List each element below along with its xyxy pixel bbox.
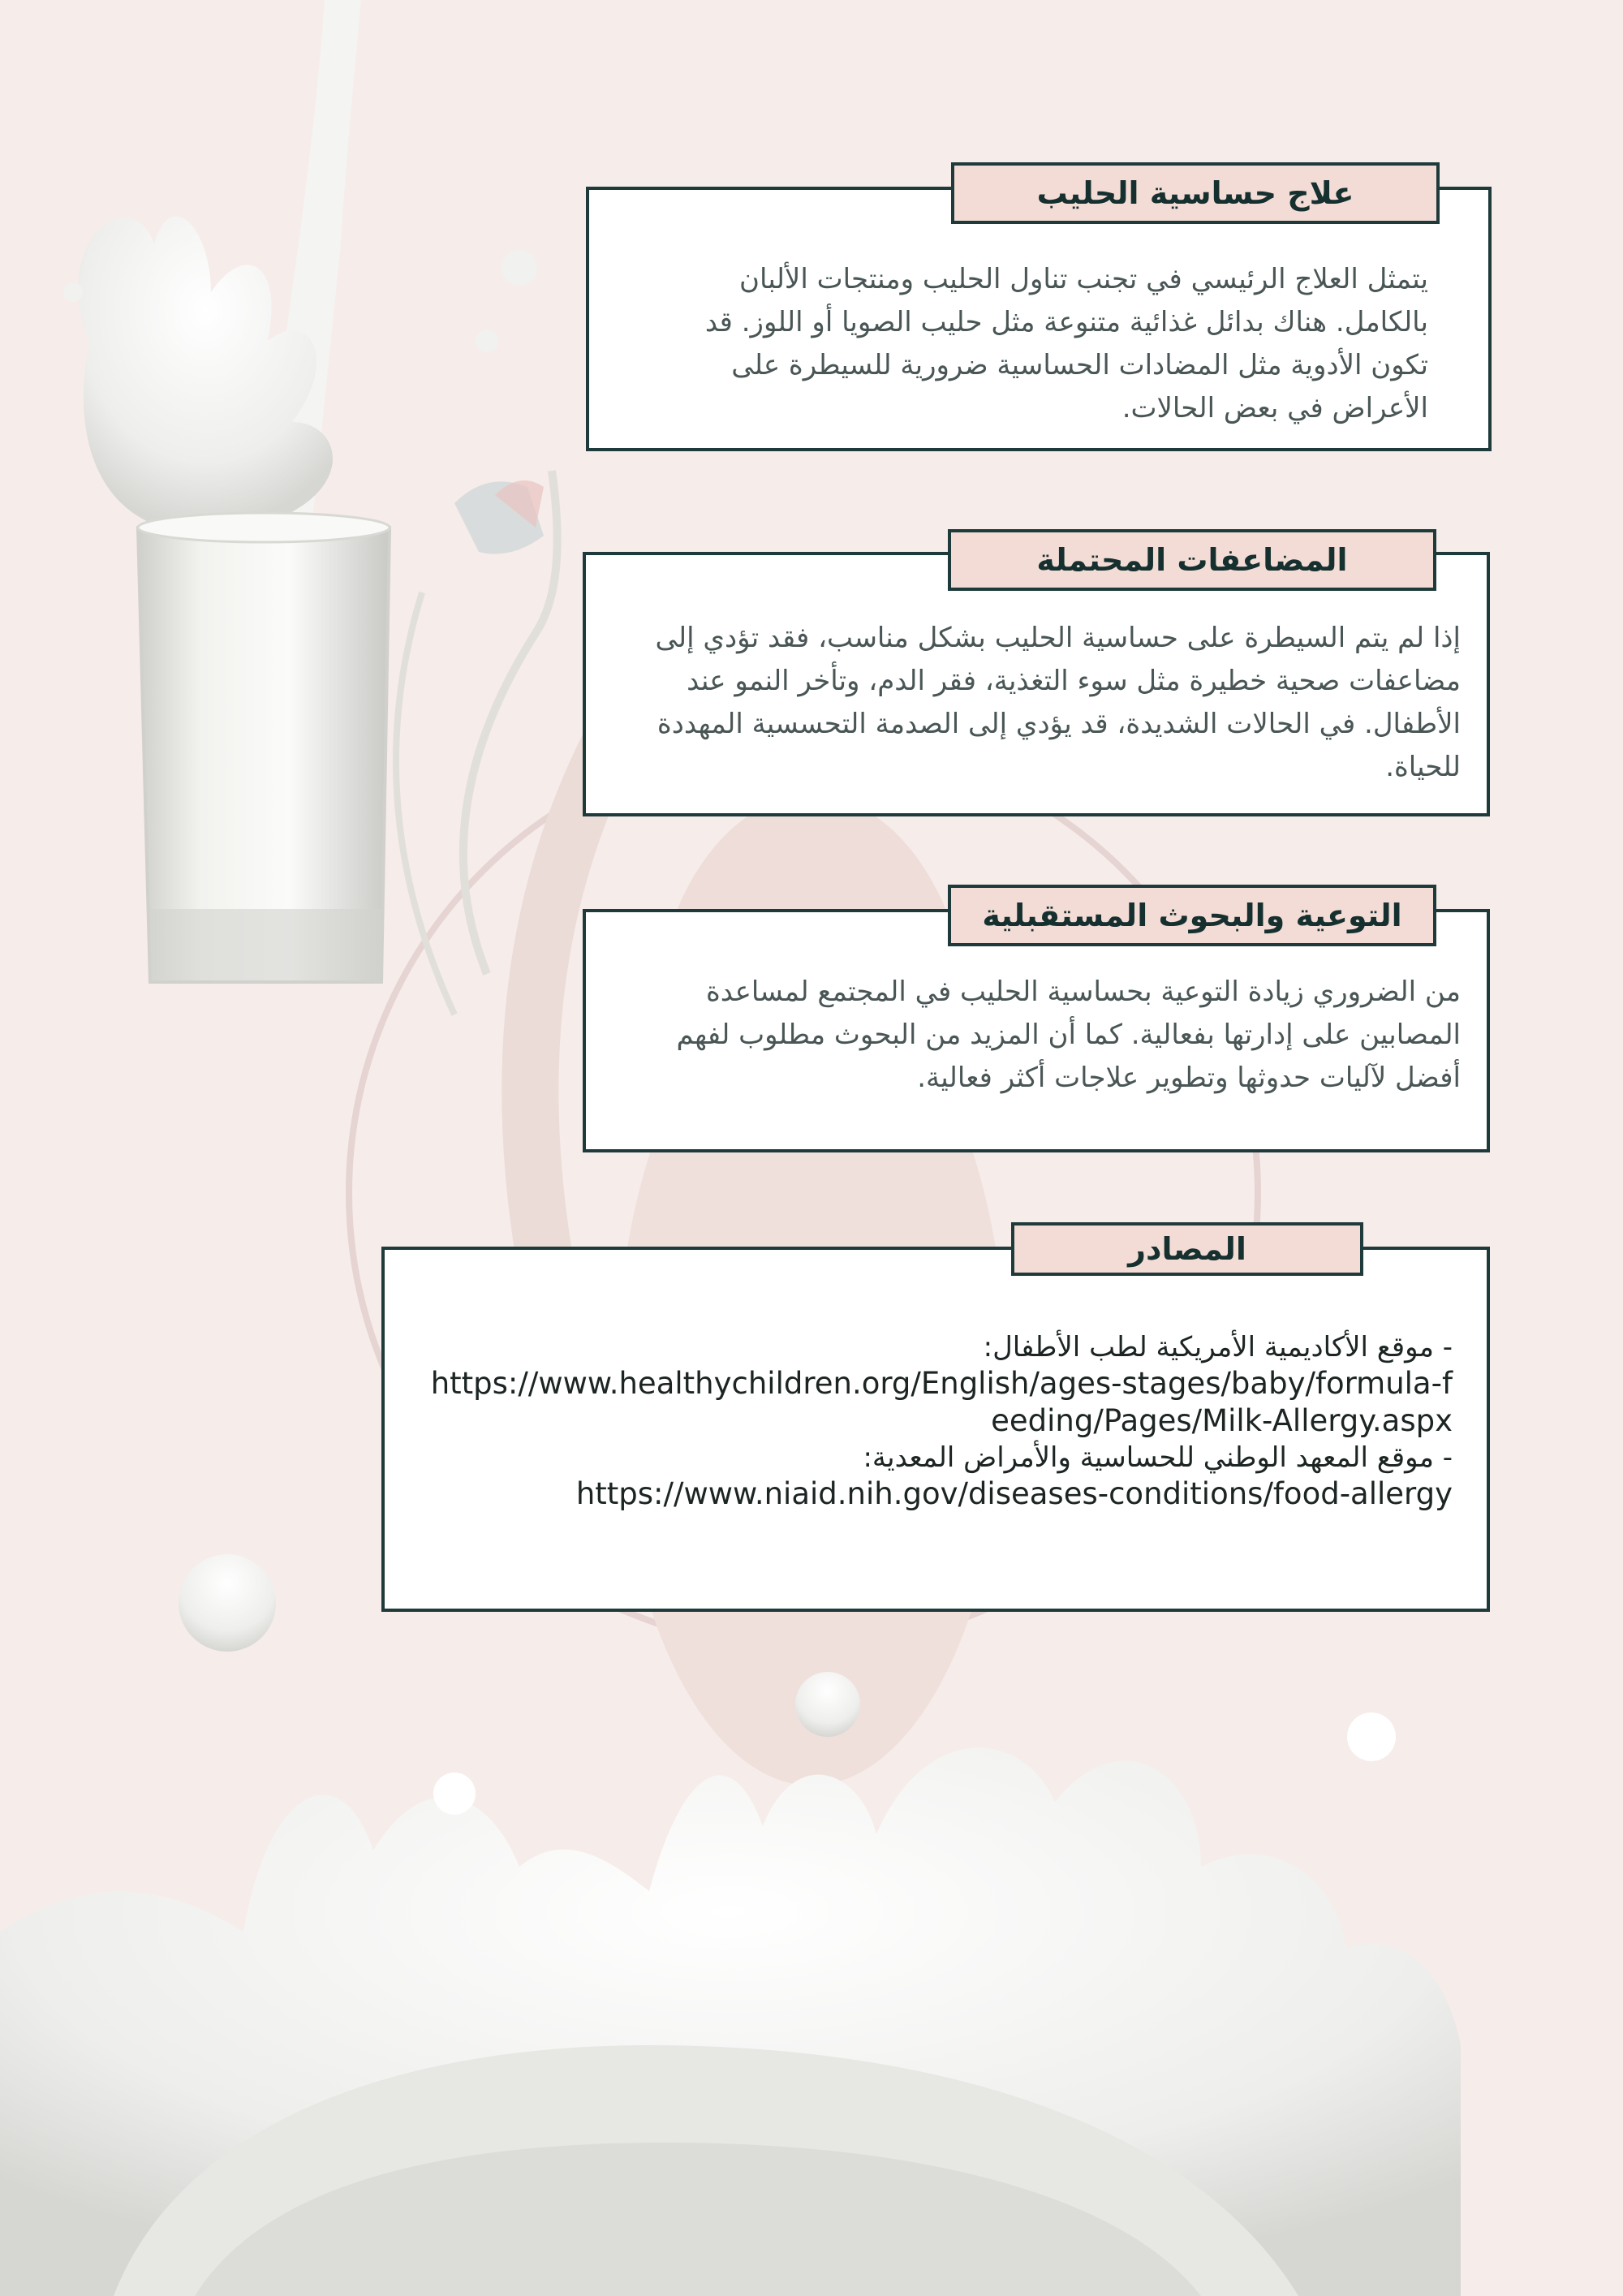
section-text-treatment: يتمثل العلاج الرئيسي في تجنب تناول الحليب ومنتجات الألبان بالكامل. هناك بدائل غذائية متنوعة مثل حليب الصويا أو اللوز. قد تكون الأدوية مثل المضادات الحساسية ضرورية للسيطرة على الأعراض في بعض الحالات.	[704, 263, 1428, 424]
sources-list	[422, 1329, 1453, 1513]
source-label: - موقع المعهد الوطني للحساسية والأمراض المعدية:	[863, 1441, 1453, 1474]
section-text-awareness: من الضروري زيادة التوعية بحساسية الحليب في المجتمع لمساعدة المصابين على إدارتها بفعالية. كما أن المزيد من البحوث مطلوب لفهم أفضل لآليات حدوثها وتطوير علاجات أكثر فعالية.	[676, 976, 1461, 1094]
source-link[interactable]: https://www.healthychildren.org/English/ages-stages/baby/formula-feeding/Pages/Milk-Allergy.aspx	[430, 1366, 1453, 1438]
section-title-complications: المضاعفات المحتملة	[948, 529, 1436, 591]
section-title-awareness: التوعية والبحوث المستقبلية	[948, 885, 1436, 946]
section-title-treatment: علاج حساسية الحليب	[951, 162, 1440, 224]
section-text-complications: إذا لم يتم السيطرة على حساسية الحليب بشكل مناسب، فقد تؤدي إلى مضاعفات صحية خطيرة مثل سوء التغذية، فقر الدم، وتأخر النمو عند الأطفال. في الحالات الشديدة، قد يؤدي إلى الصدمة التحسسية المهددة للحياة.	[655, 622, 1461, 783]
sources-title: المصادر	[1011, 1222, 1363, 1276]
source-link[interactable]: https://www.niaid.nih.gov/diseases-conditions/food-allergy	[575, 1476, 1453, 1511]
source-label: - موقع الأكاديمية الأمريكية لطب الأطفال:	[983, 1331, 1453, 1363]
